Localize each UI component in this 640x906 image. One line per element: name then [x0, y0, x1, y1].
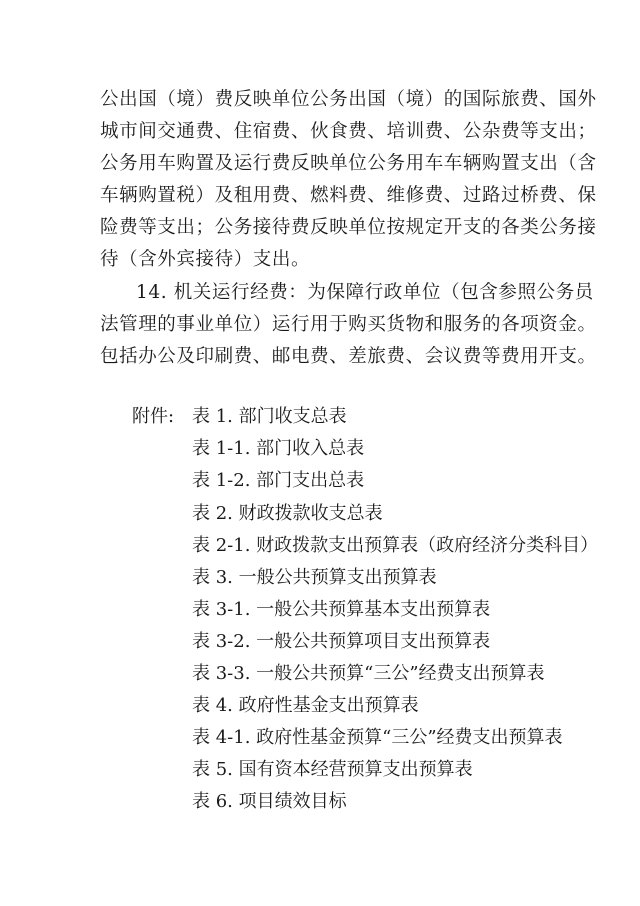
attachments-label: 附件: — [132, 406, 175, 427]
paragraph-line-1: 公出国（境）费反映单位公务出国（境）的国际旅费、国外 — [100, 89, 597, 110]
attachment-item: 表 3-3. 一般公共预算“三公”经费支出预算表 — [192, 663, 545, 684]
attachment-item: 表 3-2. 一般公共预算项目支出预算表 — [192, 631, 491, 652]
item14-line-2: 法管理的事业单位）运行用于购买货物和服务的各项资金。 — [100, 314, 597, 335]
paragraph-line-3: 公务用车购置及运行费反映单位公务用车车辆购置支出（含 — [100, 153, 597, 174]
item14-line-1: 14. 机关运行经费：为保障行政单位（包含参照公务员 — [136, 282, 594, 303]
attachment-item: 表 4. 政府性基金支出预算表 — [192, 695, 419, 716]
paragraph-line-6: 待（含外宾接待）支出。 — [100, 249, 311, 270]
attachment-item: 表 1-2. 部门支出总表 — [192, 470, 365, 491]
attachment-item: 表 3-1. 一般公共预算基本支出预算表 — [192, 599, 491, 620]
attachment-item: 表 5. 国有资本经营预算支出预算表 — [192, 759, 473, 780]
attachment-item: 表 3. 一般公共预算支出预算表 — [192, 567, 437, 588]
attachment-item: 表 1-1. 部门收入总表 — [192, 438, 365, 459]
attachment-item: 表 6. 项目绩效目标 — [192, 791, 347, 812]
paragraph-line-5: 险费等支出；公务接待费反映单位按规定开支的各类公务接 — [100, 217, 597, 238]
paragraph-line-4: 车辆购置税）及租用费、燃料费、维修费、过路过桥费、保 — [100, 185, 597, 206]
attachment-item: 表 1. 部门收支总表 — [192, 406, 347, 427]
item14-line-3: 包括办公及印刷费、邮电费、差旅费、会议费等费用开支。 — [100, 346, 597, 367]
paragraph-line-2: 城市间交通费、住宿费、伙食费、培训费、公杂费等支出； — [100, 121, 597, 142]
attachment-item: 表 2-1. 财政拨款支出预算表（政府经济分类科目） — [192, 535, 599, 556]
attachment-item: 表 2. 财政拨款收支总表 — [192, 503, 383, 524]
attachment-item: 表 4-1. 政府性基金预算“三公”经费支出预算表 — [192, 727, 563, 748]
